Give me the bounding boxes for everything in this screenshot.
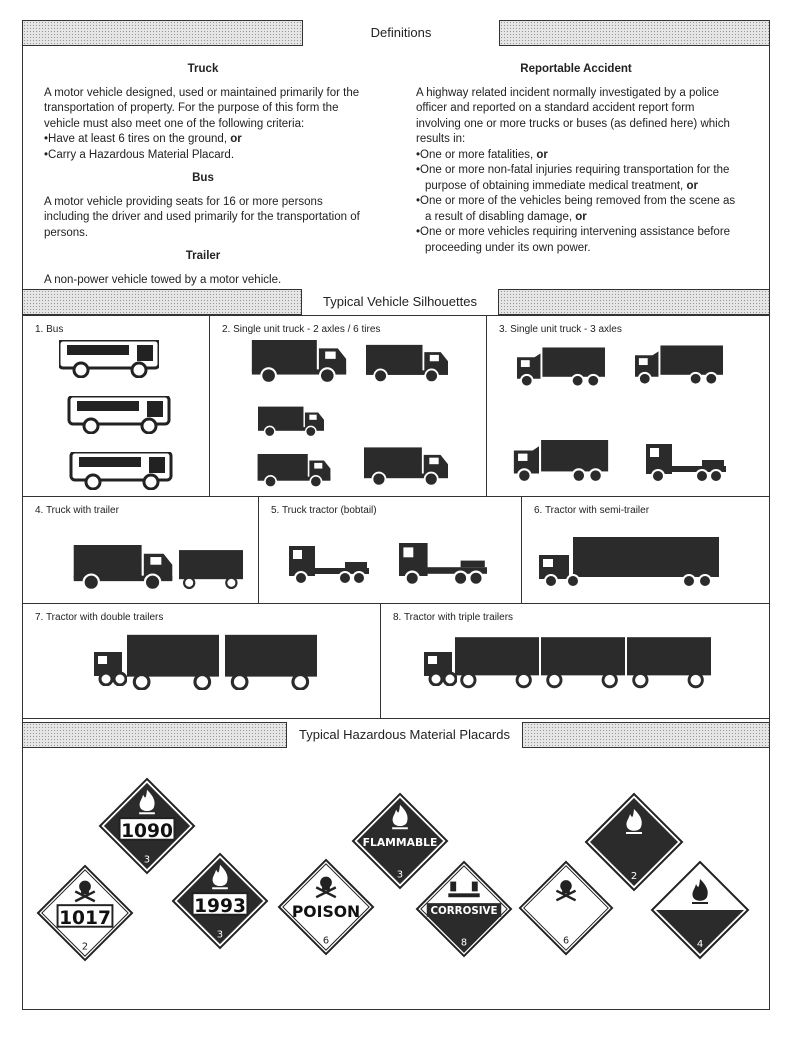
placard-class: 8 xyxy=(460,937,468,949)
truck-criteria-list xyxy=(44,132,362,163)
definitions-header-bar xyxy=(22,20,770,46)
placard-number: 1090 xyxy=(121,820,173,842)
flatbed-silhouette xyxy=(254,454,334,488)
silhouettes-header-bar xyxy=(22,289,770,315)
bus-silhouette xyxy=(57,452,185,490)
trailer-silhouette xyxy=(127,634,219,690)
list-item: • One or more of the vehicles being removed from the scene as a result of disabling damage, or xyxy=(416,194,736,225)
vehicle-label: 1. Bus xyxy=(35,324,64,335)
list-item: • Carry a Hazardous Material Placard. xyxy=(44,148,362,164)
pickup-silhouette xyxy=(258,404,324,440)
trailer-silhouette xyxy=(455,634,539,690)
placard-word: CORROSIVE xyxy=(430,904,498,917)
placards-header-bar xyxy=(22,722,770,748)
semi-trailer-silhouette xyxy=(538,537,720,589)
trailer-silhouette xyxy=(627,634,711,690)
list-item: • Have at least 6 tires on the ground, or xyxy=(44,132,362,148)
tractor-silhouette xyxy=(395,543,491,587)
silhouettes-header: Typical Vehicle Silhouettes xyxy=(301,289,499,315)
reportable-accident-text: A highway related incident normally investigated by a police officer and reported on a standard accident report form involving one or more trucks or buses (as defined here) which results in: xyxy=(416,86,730,145)
vehicle-cell-truck-tractor xyxy=(258,496,522,604)
definitions-right-column xyxy=(416,62,736,256)
list-item: • One or more non-fatal injuries requiring transportation for the purpose of obtaining immediate medical treatment, or xyxy=(416,163,736,194)
vehicle-cell-single-unit-3-axles xyxy=(486,315,770,497)
vehicle-cell-single-unit-2-axles xyxy=(209,315,487,497)
placard-class: 3 xyxy=(396,869,404,881)
reportable-accident-title: Reportable Accident xyxy=(520,63,632,75)
tractor-silhouette xyxy=(289,545,369,587)
trailer-silhouette xyxy=(541,634,625,690)
cab-silhouette xyxy=(421,640,457,686)
vehicle-cell-triple-trailers xyxy=(380,603,770,719)
placard-word: POISON xyxy=(291,901,361,921)
trailer-text: A non-power vehicle towed by a motor vehicle. xyxy=(44,273,282,286)
definitions-header: Definitions xyxy=(302,20,500,46)
placard-class: 4 xyxy=(696,939,704,950)
truck-title: Truck xyxy=(187,63,219,75)
placard-class: 6 xyxy=(562,935,570,947)
placard-corrosive xyxy=(415,860,513,958)
placard-class: 3 xyxy=(143,854,151,866)
vehicle-label: 4. Truck with trailer xyxy=(35,505,119,516)
bus-title: Bus xyxy=(192,172,214,184)
bus-silhouette xyxy=(59,340,159,378)
reportable-results-list xyxy=(416,148,736,257)
van-silhouette xyxy=(364,444,448,490)
placard-number: 1993 xyxy=(194,895,246,917)
vehicle-label: 8. Tractor with triple trailers xyxy=(393,612,514,623)
placard-class: 3 xyxy=(216,929,224,941)
vehicle-label: 3. Single unit truck - 3 axles xyxy=(499,324,622,335)
vehicle-cell-semi-trailer xyxy=(521,496,770,604)
placards-header: Typical Hazardous Material Placards xyxy=(286,722,523,748)
placard-class-4 xyxy=(650,860,750,960)
flatbed-3-axle-silhouette xyxy=(641,444,731,484)
vehicle-label: 7. Tractor with double trailers xyxy=(35,612,164,623)
truck-silhouette xyxy=(65,545,181,591)
truck-3-axle-silhouette xyxy=(517,346,605,390)
placard-1017 xyxy=(36,864,134,962)
vehicle-cell-truck-with-trailer xyxy=(22,496,259,604)
placard-number: 1017 xyxy=(59,907,111,929)
vehicle-cell-double-trailers xyxy=(22,603,381,719)
definitions-left-column xyxy=(44,62,362,288)
truck-silhouette xyxy=(366,342,448,386)
list-item: • One or more vehicles requiring intervening assistance before proceeding under its own power. xyxy=(416,225,736,256)
mixer-truck-silhouette xyxy=(507,440,615,484)
trailer-silhouette xyxy=(179,549,243,589)
truck-3-axle-silhouette xyxy=(635,344,723,388)
placard-word: FLAMMABLE xyxy=(362,835,438,849)
truck-silhouette xyxy=(244,340,354,384)
list-item: • One or more fatalities, or xyxy=(416,148,736,164)
vehicle-label: 6. Tractor with semi-trailer xyxy=(534,505,650,516)
vehicle-label: 5. Truck tractor (bobtail) xyxy=(271,505,377,516)
bus-text: A motor vehicle providing seats for 16 or more persons including the driver and used primarily for the transportation of persons. xyxy=(44,195,360,239)
vehicle-label: 2. Single unit truck - 2 axles / 6 tires xyxy=(222,324,381,335)
trailer-silhouette xyxy=(225,634,317,690)
trailer-title: Trailer xyxy=(185,250,221,262)
truck-text: A motor vehicle designed, used or maintained primarily for the transportation of property. For the purpose of this form the vehicle must also meet one of the following criteria: xyxy=(44,86,360,130)
placard-class: 2 xyxy=(630,871,638,882)
bus-silhouette xyxy=(59,396,179,434)
cab-silhouette xyxy=(91,640,127,686)
placard-1993 xyxy=(171,852,269,950)
placard-class: 2 xyxy=(81,941,89,953)
vehicle-cell-bus xyxy=(22,315,210,497)
placard-class: 6 xyxy=(322,935,330,947)
